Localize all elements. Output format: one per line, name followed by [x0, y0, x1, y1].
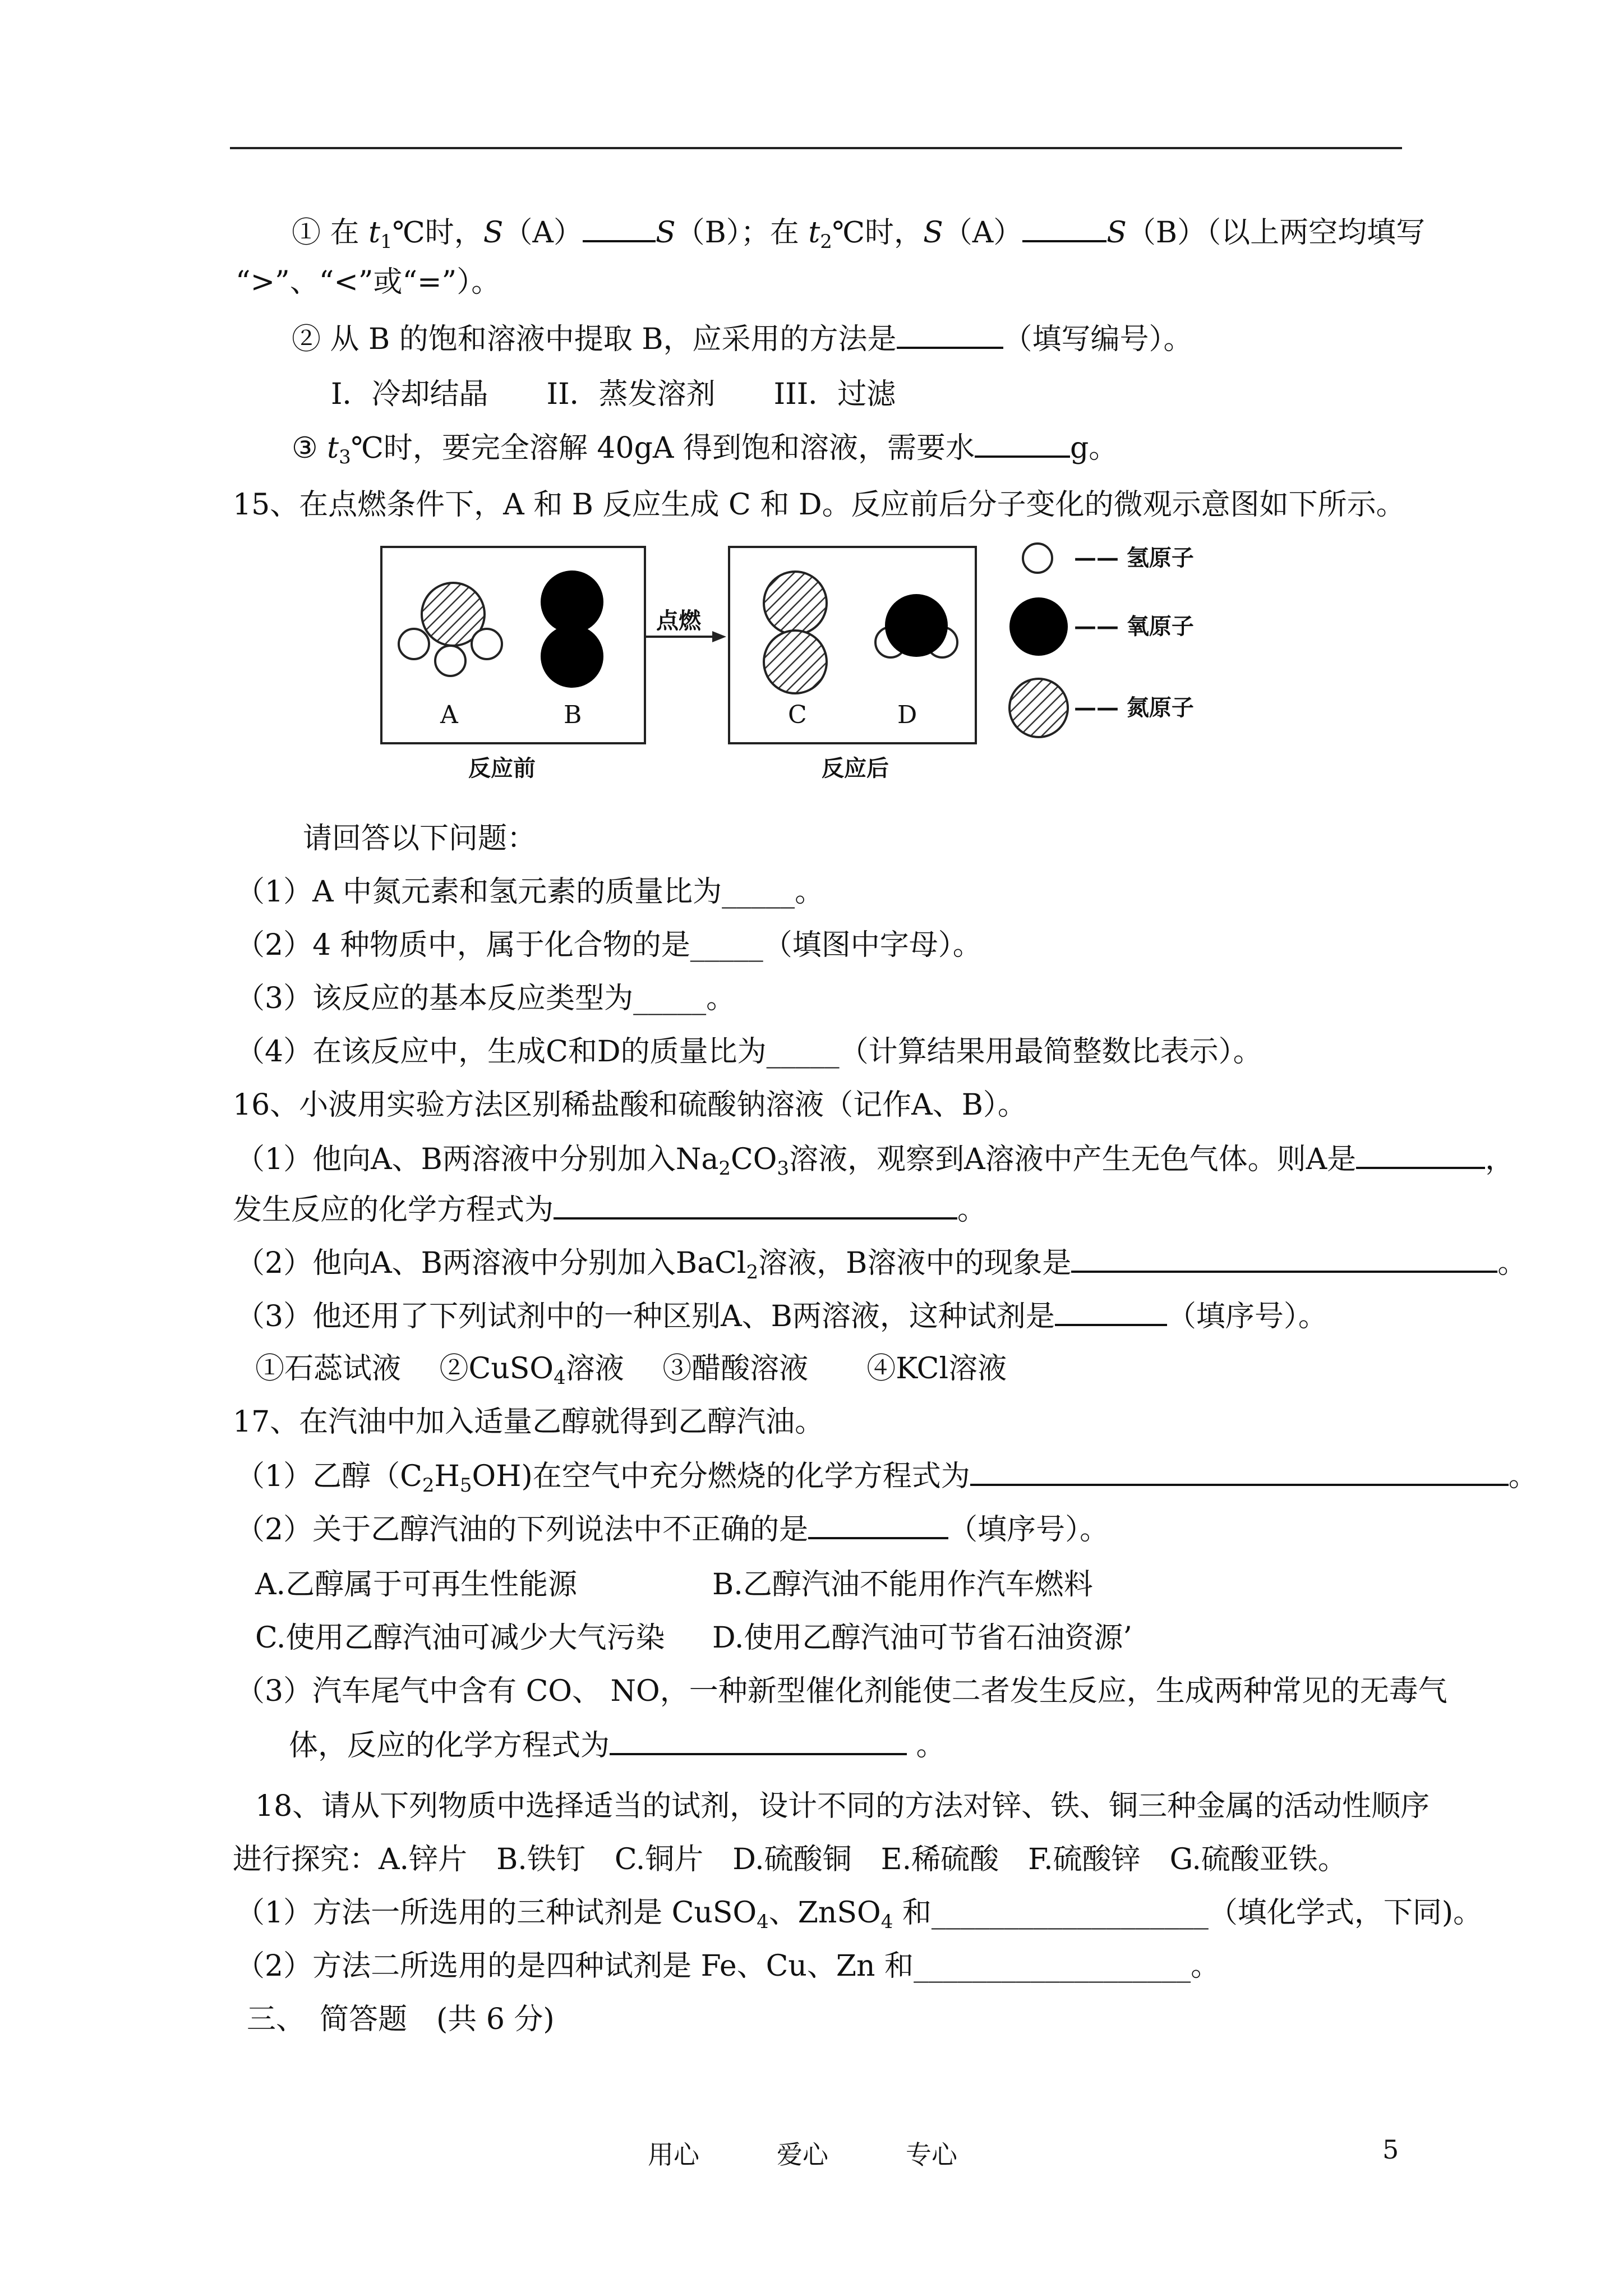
q16-part3: （3）他还用了下列试剂中的一种区别A、B两溶液，这种试剂是 （填序号）。	[236, 1296, 1327, 1336]
q16-stem: 16、小波用实验方法区别稀盐酸和硫酸钠溶液（记作A、B）。	[233, 1088, 1027, 1122]
answer-blank[interactable]	[583, 212, 656, 242]
answer-blank[interactable]: ___________________	[914, 1949, 1191, 1983]
q16-part1: （1）他向A、B两溶液中分别加入$Na_2CO_3$溶液，观察到A溶液中产生无色气体。则A是 ，	[236, 1139, 1514, 1179]
legend-hydrogen-icon	[1023, 544, 1052, 573]
page-number: 5	[1382, 2134, 1399, 2165]
q17-stem: 17、在汽油中加入适量乙醇就得到乙醇汽油。	[233, 1405, 824, 1439]
after-box	[729, 547, 976, 743]
nitrogen-atom-icon	[422, 583, 485, 646]
legend-nitrogen-text: —— 氮原子	[1074, 694, 1194, 721]
after-caption: 反应后	[822, 755, 889, 781]
answer-blank[interactable]	[1071, 1243, 1497, 1273]
q17-option-b: B.乙醇汽油不能用作汽车燃料	[712, 1568, 1093, 1602]
q15-prompt: 请回答以下问题：	[303, 822, 537, 855]
legend-oxygen-text: —— 氧原子	[1074, 613, 1194, 639]
label-c: C	[788, 701, 807, 729]
arrow-label: 点燃	[656, 608, 701, 634]
q14-options: I．冷却结晶 II．蒸发溶剂 III．过滤	[331, 378, 896, 411]
answer-blank[interactable]	[1356, 1139, 1485, 1169]
legend-hydrogen-text: —— 氢原子	[1074, 545, 1194, 571]
section-heading: 三、 简答题 (共 6 分)	[247, 2003, 555, 2036]
q17-part3-line2: 体，反应的化学方程式为 。	[289, 1725, 946, 1765]
before-caption: 反应前	[468, 755, 536, 781]
hydrogen-atom-icon	[472, 629, 502, 659]
nitrogen-atom-icon	[764, 572, 827, 634]
footer-text: 用心 爱心 专心	[648, 2139, 957, 2170]
q16-part1-line2: 发生反应的化学方程式为 。	[233, 1189, 986, 1230]
oxygen-atom-icon	[541, 625, 603, 688]
q14-line2: “>”、“<”或“=”）。	[236, 265, 501, 299]
q18-part2: （2）方法二所选用的是四种试剂是 Fe、Cu、Zn 和___________________。	[236, 1949, 1220, 1983]
answer-blank[interactable]	[897, 319, 1003, 349]
label-b: B	[564, 701, 582, 729]
q15-part4: （4）在该反应中，生成C和D的质量比为_____（计算结果用最简整数比表示）。	[236, 1035, 1262, 1069]
q18-line1: 18、请从下列物质中选择适当的试剂，设计不同的方法对锌、铁、铜三种金属的活动性顺序	[255, 1789, 1430, 1823]
q17-option-a: A.乙醇属于可再生性能源	[255, 1568, 578, 1602]
q17-option-d: D.使用乙醇汽油可节省石油资源’	[712, 1621, 1132, 1655]
answer-blank[interactable]	[975, 427, 1070, 458]
answer-blank[interactable]	[808, 1509, 948, 1539]
q14-line3: ② 从 B 的饱和溶液中提取 B，应采用的方法是 （填写编号）。	[292, 319, 1193, 359]
q17-part2: （2）关于乙醇汽油的下列说法中不正确的是 （填序号）。	[236, 1509, 1109, 1549]
legend-nitrogen-icon	[1009, 679, 1068, 737]
q18-part1: （1）方法一所选用的三种试剂是 CuSO$_4$、ZnSO$_4$ 和___________________（填化学式，下同)。	[236, 1896, 1483, 1933]
hydrogen-atom-icon	[875, 627, 906, 657]
q15-part3: （3）该反应的基本反应类型为_____。	[236, 982, 736, 1015]
hydrogen-atom-icon	[927, 627, 957, 657]
q14-line5: ③ $t_3℃$时，要完全溶解 40gA 得到饱和溶液，需要水 g。	[292, 427, 1118, 468]
q17-option-c: C.使用乙醇汽油可减少大气污染	[255, 1621, 665, 1655]
q17-part1: （1）乙醇$(C_2H_5OH)$在空气中充分燃烧的化学方程式为 。	[236, 1456, 1538, 1496]
q15-stem: 15、在点燃条件下，A 和 B 反应生成 C 和 D。反应前后分子变化的微观示意图如下所示。	[233, 488, 1405, 522]
q15-part2: （2）4 种物质中，属于化合物的是_____（填图中字母）。	[236, 928, 982, 962]
answer-blank[interactable]	[1022, 212, 1106, 242]
q16-part2: （2）他向A、B两溶液中分别加入BaCl$_2$溶液，B溶液中的现象是 。	[236, 1243, 1527, 1283]
label-a: A	[440, 701, 458, 729]
before-box	[381, 547, 645, 743]
answer-blank[interactable]: ___________________	[931, 1896, 1209, 1930]
hydrogen-atom-icon	[435, 646, 465, 676]
answer-blank[interactable]	[554, 1189, 957, 1220]
q15-part1: （1）A 中氮元素和氢元素的质量比为_____。	[236, 875, 824, 909]
answer-blank[interactable]	[610, 1725, 907, 1755]
q18-line2: 进行探究：A.锌片 B.铁钉 C.铜片 D.硫酸铜 E.稀硫酸 F.硫酸锌 G.硫酸亚铁。	[233, 1843, 1347, 1876]
legend-oxygen-icon	[1009, 597, 1068, 656]
oxygen-atom-icon	[541, 570, 603, 633]
header-rule	[230, 147, 1402, 149]
answer-blank[interactable]	[970, 1456, 1509, 1486]
oxygen-atom-icon	[885, 594, 948, 657]
hydrogen-atom-icon	[399, 629, 429, 659]
q16-options: ①石蕊试液 ②CuSO$_4$溶液 ③醋酸溶液 ④KCl溶液	[255, 1352, 1007, 1389]
label-d: D	[897, 701, 917, 729]
answer-blank[interactable]	[1055, 1296, 1167, 1326]
nitrogen-atom-icon	[764, 631, 827, 693]
q17-part3-line1: （3）汽车尾气中含有 CO、 NO，一种新型催化剂能使二者发生反应，生成两种常见的无毒气	[236, 1674, 1447, 1708]
q14-line1: ① 在 $t_1℃$时，S（A） S（B）；在 $t_2℃$时，S（A） S（B）（以上两空均填写	[292, 212, 1425, 252]
